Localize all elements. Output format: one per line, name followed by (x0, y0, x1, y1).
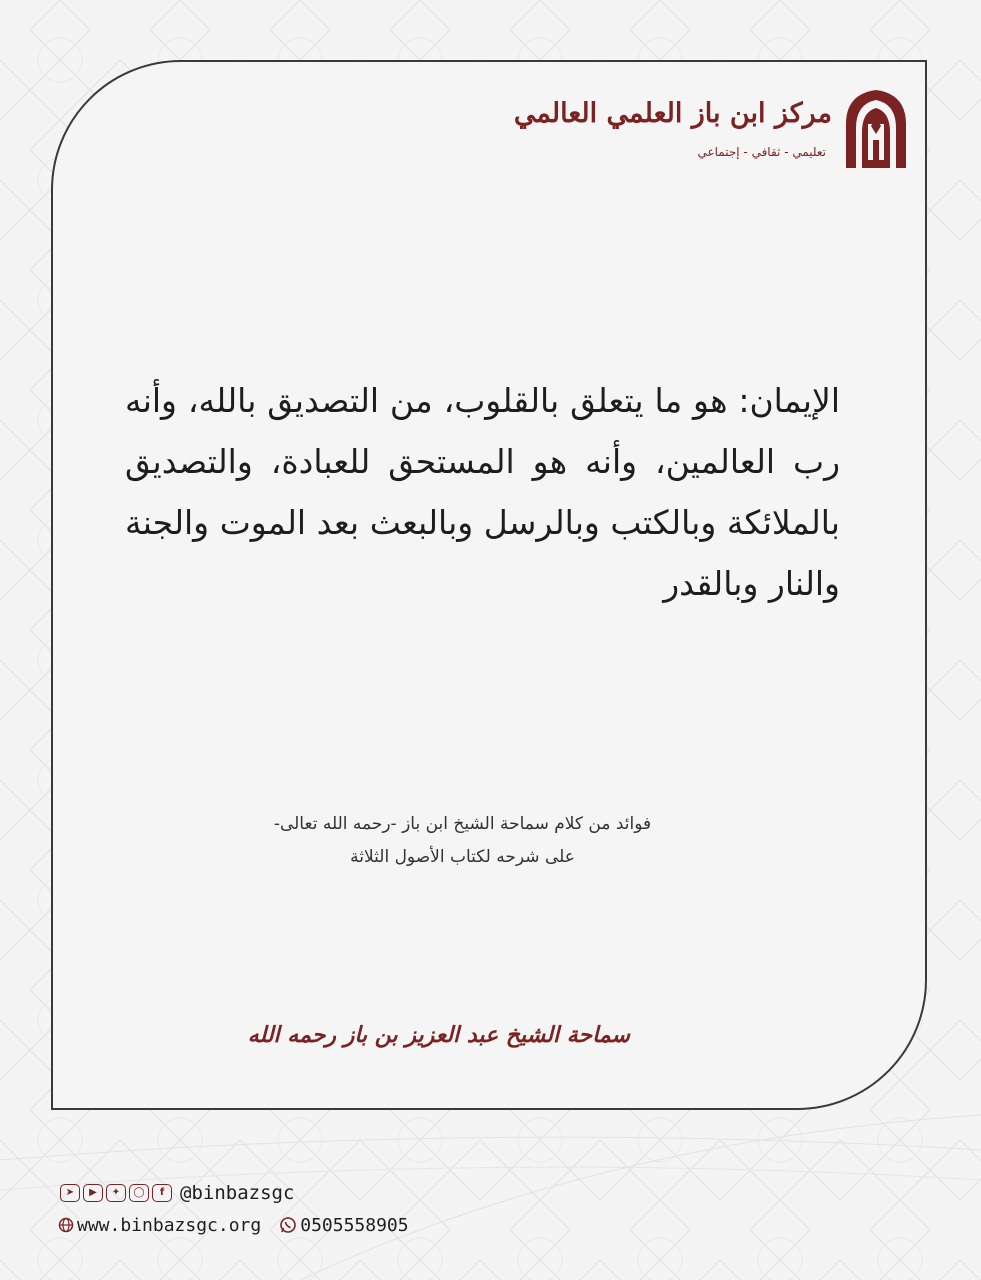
main-quote: الإيمان: هو ما يتعلق بالقلوب، من التصديق بالله، وأنه رب العالمين، وأنه هو المستحق للعبادة، والتصديق بالملائكة وبالكتب وبالرسل وبالبعث بعد الموت والجنة والنار وبالقدر (125, 381, 840, 603)
social-links (60, 1180, 294, 1206)
mosque-arch-icon (842, 88, 910, 168)
sheikh-signature: سماحة الشيخ عبد العزيز بن باز رحمه الله (247, 1022, 630, 1048)
brand-name: مركز ابن باز العلمي العالمي (513, 98, 832, 129)
phone-number[interactable]: 0505558905 (300, 1214, 409, 1236)
social-handle[interactable]: @binbazsgc (180, 1182, 295, 1204)
instagram-icon[interactable]: ◯ (129, 1184, 149, 1202)
brand-tagline: تعليمي - ثقافي - إجتماعي (697, 145, 826, 159)
telegram-icon[interactable]: ➤ (60, 1184, 80, 1202)
contact-info (58, 1212, 409, 1238)
brand-logo (513, 88, 910, 178)
website-link[interactable]: www.binbazsgc.org (77, 1214, 262, 1236)
youtube-icon[interactable]: ▶ (83, 1184, 103, 1202)
source-line-2: على شرحه لكتاب الأصول الثلاثة (350, 847, 575, 867)
whatsapp-icon (279, 1216, 297, 1234)
source-attribution (190, 808, 735, 874)
facebook-icon[interactable]: f (152, 1184, 172, 1202)
twitter-icon[interactable]: ✦ (106, 1184, 126, 1202)
globe-icon (58, 1217, 74, 1233)
source-line-1: فوائد من كلام سماحة الشيخ ابن باز -رحمه الله تعالى- (273, 814, 652, 834)
